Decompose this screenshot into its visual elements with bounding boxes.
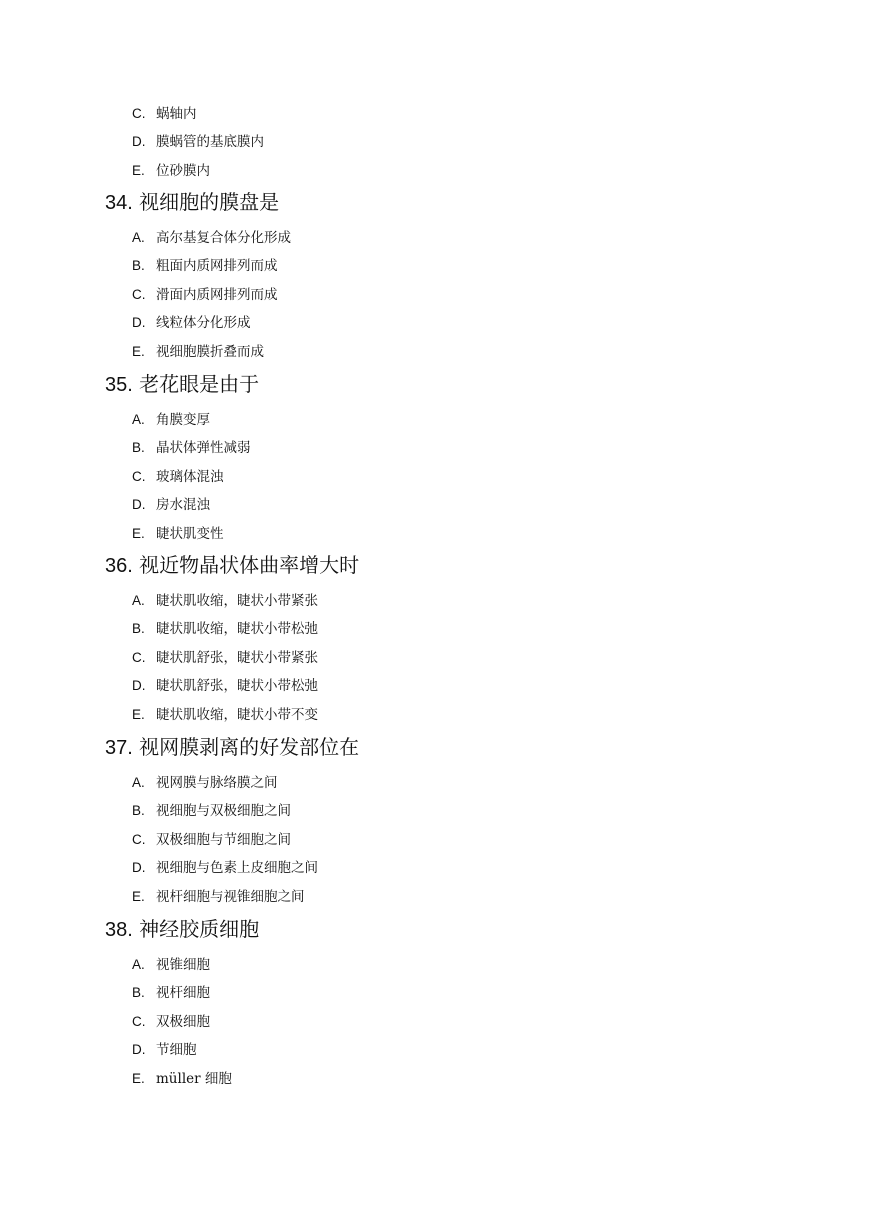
option-letter: C. bbox=[132, 286, 146, 302]
option-text: 房水混浊 bbox=[156, 497, 210, 514]
question-number: 36. bbox=[105, 555, 133, 577]
option-text: 睫状肌舒张，睫状小带紧张 bbox=[156, 649, 318, 666]
option-item bbox=[132, 128, 264, 156]
option-text: 视杆细胞 bbox=[156, 985, 210, 1002]
option-letter: D. bbox=[132, 134, 146, 150]
option-item bbox=[132, 797, 359, 825]
option-letter: E. bbox=[132, 343, 145, 359]
option-letter: E. bbox=[132, 525, 145, 541]
option-item bbox=[132, 406, 259, 434]
option-item bbox=[132, 463, 259, 491]
option-item bbox=[132, 1008, 259, 1036]
option-item bbox=[132, 309, 291, 337]
option-letter: B. bbox=[132, 803, 145, 819]
option-text: 睫状肌收缩，睫状小带不变 bbox=[156, 706, 318, 723]
option-item bbox=[132, 701, 359, 729]
option-text: 膜蜗管的基底膜内 bbox=[156, 134, 264, 151]
option-text: 线粒体分化形成 bbox=[156, 315, 251, 332]
question-title bbox=[105, 371, 259, 398]
question-34 bbox=[105, 189, 291, 366]
question-title bbox=[105, 916, 259, 943]
option-list bbox=[105, 769, 359, 911]
option-item bbox=[132, 252, 291, 280]
question-title bbox=[105, 552, 359, 579]
option-letter: E. bbox=[132, 162, 145, 178]
question-35 bbox=[105, 371, 259, 548]
option-text: 睫状肌变性 bbox=[156, 525, 224, 542]
question-number: 35. bbox=[105, 374, 133, 396]
question-text: 神经胶质细胞 bbox=[139, 917, 260, 941]
option-item bbox=[132, 338, 291, 366]
option-letter: B. bbox=[132, 985, 145, 1001]
option-item bbox=[132, 951, 259, 979]
option-text: 睫状肌收缩，睫状小带紧张 bbox=[156, 593, 318, 609]
option-letter: E. bbox=[132, 888, 145, 904]
option-item bbox=[132, 1036, 259, 1064]
option-text: 视细胞膜折叠而成 bbox=[156, 343, 264, 360]
option-text: 双极细胞 bbox=[156, 1013, 210, 1030]
option-item bbox=[132, 587, 359, 615]
question-text: 老花眼是由于 bbox=[139, 372, 260, 396]
option-text: 角膜变厚 bbox=[156, 412, 210, 428]
question-38 bbox=[105, 916, 259, 1093]
option-letter: A. bbox=[132, 230, 145, 245]
option-text: 玻璃体混浊 bbox=[156, 468, 224, 485]
option-item bbox=[132, 672, 359, 700]
option-text: 视锥细胞 bbox=[156, 957, 210, 973]
option-letter: D. bbox=[132, 315, 146, 331]
option-item bbox=[132, 615, 359, 643]
option-item bbox=[132, 769, 359, 797]
option-letter: A. bbox=[132, 412, 145, 427]
option-text: 粗面内质网排列而成 bbox=[156, 258, 278, 275]
option-text: 视细胞与双极细胞之间 bbox=[156, 803, 291, 820]
option-letter: D. bbox=[132, 497, 146, 513]
option-letter: D. bbox=[132, 678, 146, 694]
option-item bbox=[132, 491, 259, 519]
question-37 bbox=[105, 734, 359, 911]
option-item bbox=[132, 883, 359, 911]
option-text: 位砂膜内 bbox=[156, 162, 210, 179]
option-letter: B. bbox=[132, 258, 145, 274]
option-letter: C. bbox=[132, 831, 146, 847]
option-item bbox=[132, 826, 359, 854]
option-letter: E. bbox=[132, 1070, 145, 1086]
option-letter: C. bbox=[132, 106, 146, 121]
option-letter: C. bbox=[132, 1013, 146, 1029]
option-item bbox=[132, 157, 264, 185]
question-number: 38. bbox=[105, 919, 133, 941]
option-letter: E. bbox=[132, 706, 145, 722]
option-text: 视细胞与色素上皮细胞之间 bbox=[156, 860, 318, 877]
question-text: 视近物晶状体曲率增大时 bbox=[139, 553, 360, 577]
option-item bbox=[132, 854, 359, 882]
option-letter: D. bbox=[132, 1042, 146, 1058]
option-item bbox=[132, 100, 264, 128]
question-text: 视网膜剥离的好发部位在 bbox=[139, 735, 360, 759]
option-list bbox=[105, 224, 291, 366]
option-item bbox=[132, 434, 259, 462]
option-item bbox=[132, 224, 291, 252]
question-title bbox=[105, 189, 291, 216]
option-text: 晶状体弹性减弱 bbox=[156, 440, 251, 457]
option-text: 双极细胞与节细胞之间 bbox=[156, 831, 291, 848]
option-text: 节细胞 bbox=[156, 1042, 197, 1059]
option-letter: A. bbox=[132, 957, 145, 972]
question-number: 37. bbox=[105, 737, 133, 759]
option-text: 高尔基复合体分化形成 bbox=[156, 230, 291, 246]
option-list bbox=[105, 406, 259, 548]
option-list bbox=[132, 100, 264, 185]
option-text: 睫状肌收缩，睫状小带松弛 bbox=[156, 621, 318, 638]
option-item bbox=[132, 520, 259, 548]
option-letter: C. bbox=[132, 468, 146, 484]
option-text: müller 细胞 bbox=[156, 1070, 232, 1087]
option-letter: D. bbox=[132, 860, 146, 876]
question-36 bbox=[105, 552, 359, 729]
option-text: 睫状肌舒张，睫状小带松弛 bbox=[156, 678, 318, 695]
option-text: 视网膜与脉络膜之间 bbox=[156, 775, 278, 791]
option-letter: A. bbox=[132, 775, 145, 790]
option-text: 视杆细胞与视锥细胞之间 bbox=[156, 888, 305, 905]
option-letter: A. bbox=[132, 593, 145, 608]
option-item bbox=[132, 979, 259, 1007]
option-letter: C. bbox=[132, 649, 146, 665]
option-letter: B. bbox=[132, 440, 145, 456]
question-number: 34. bbox=[105, 192, 133, 214]
option-list bbox=[105, 587, 359, 729]
option-text: 滑面内质网排列而成 bbox=[156, 286, 278, 303]
option-letter: B. bbox=[132, 621, 145, 637]
question-title bbox=[105, 734, 359, 761]
question-text: 视细胞的膜盘是 bbox=[139, 190, 280, 214]
option-item bbox=[132, 1065, 259, 1093]
option-item bbox=[132, 281, 291, 309]
option-list bbox=[105, 951, 259, 1093]
option-text: 蜗轴内 bbox=[156, 106, 197, 122]
option-item bbox=[132, 644, 359, 672]
continued-options bbox=[132, 100, 264, 185]
